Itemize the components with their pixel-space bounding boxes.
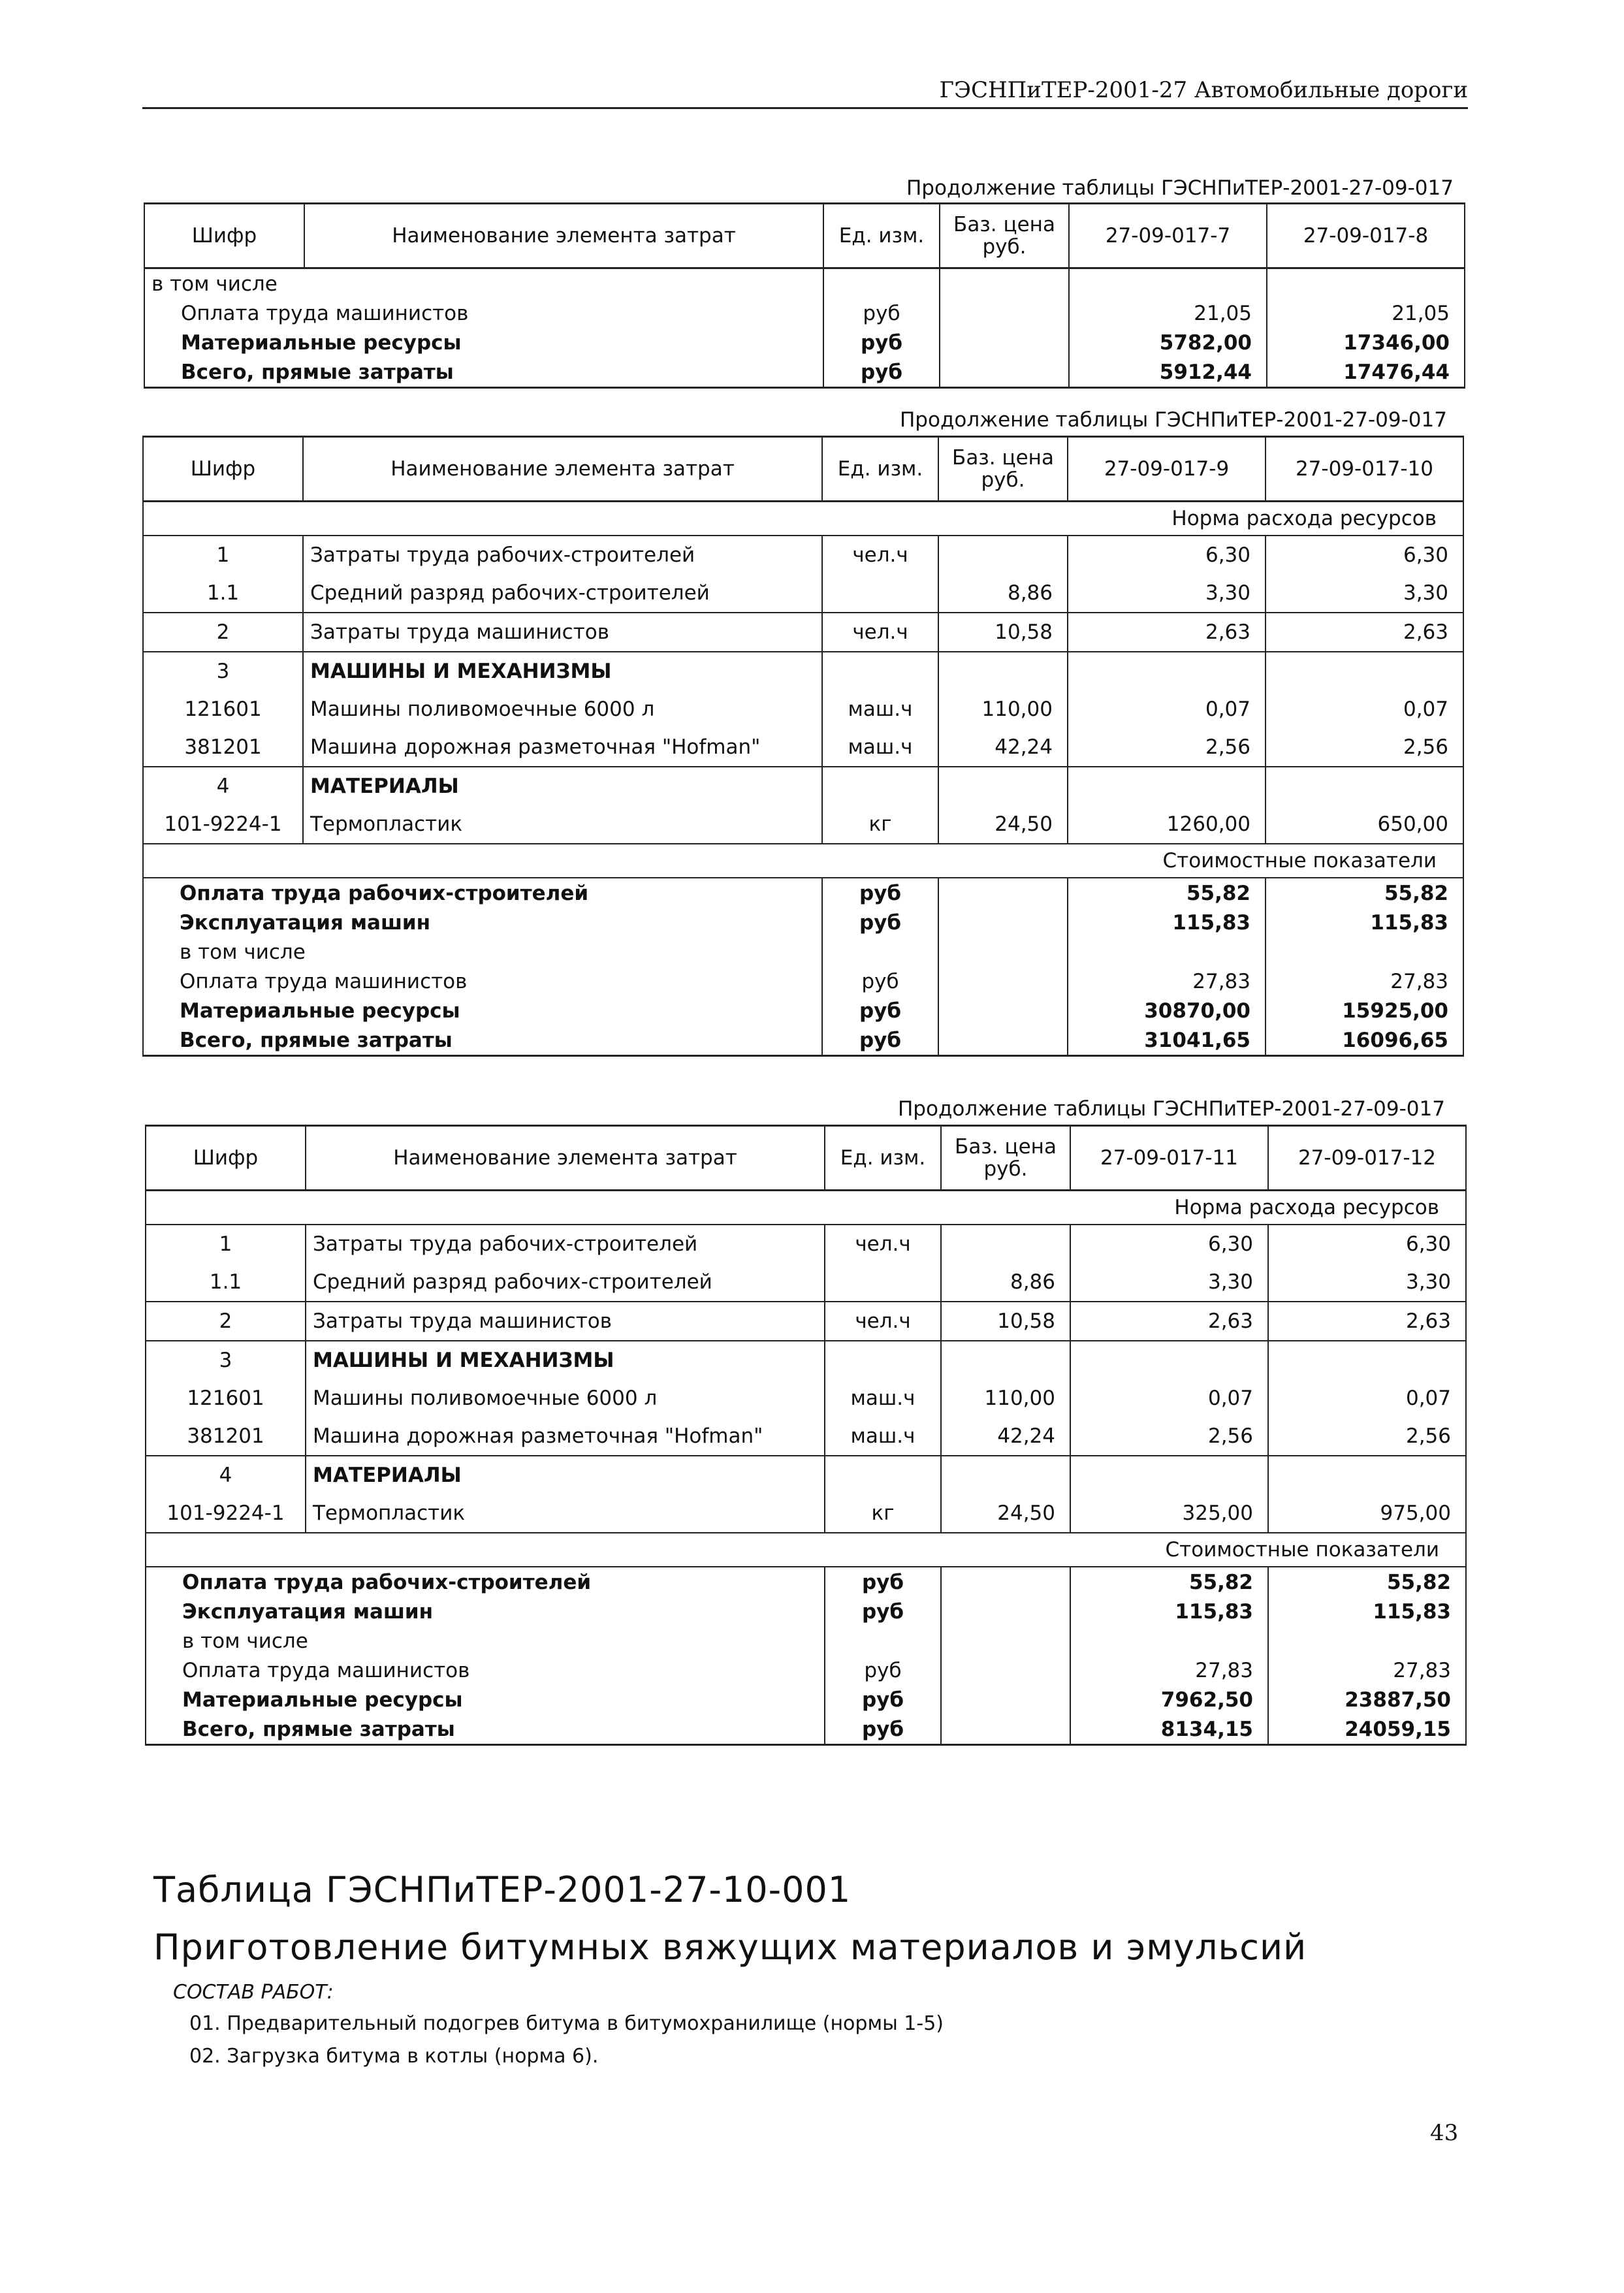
col-code-header: Шифр (143, 437, 303, 502)
cost-price (940, 268, 1069, 299)
row-unit (822, 574, 938, 613)
cost-b: 24059,15 (1268, 1714, 1466, 1745)
table-row (146, 1417, 1466, 1456)
row-code: 4 (143, 767, 303, 805)
row-unit (825, 1456, 941, 1494)
cost-a: 115,83 (1070, 1597, 1268, 1626)
row-b: 2,63 (1268, 1302, 1466, 1341)
row-price: 24,50 (941, 1494, 1070, 1533)
row-price (938, 652, 1068, 690)
table2-caption: Продолжение таблицы ГЭСНПиТЕР-2001-27-09-017 (900, 408, 1447, 432)
col-a-header: 27-09-017-9 (1068, 437, 1266, 502)
row-name: Затраты труда рабочих-строителей (306, 1225, 825, 1263)
table1 (144, 202, 1465, 389)
cost-label: Стоимостные показатели (146, 1533, 1466, 1567)
cost-a: 7962,50 (1070, 1685, 1268, 1714)
cost-a: 5782,00 (1069, 328, 1267, 357)
price-header-line1: Баз. цена (955, 1134, 1057, 1159)
row-price: 8,86 (941, 1263, 1070, 1302)
next-table-title: Таблица ГЭСНПиТЕР-2001-27-10-001 (153, 1869, 852, 1910)
row-a: 2,56 (1068, 728, 1266, 767)
row-unit: чел.ч (822, 536, 938, 574)
cost-a: 8134,15 (1070, 1714, 1268, 1745)
row-a: 0,07 (1068, 690, 1266, 728)
cost-name: Всего, прямые затраты (143, 1025, 822, 1056)
cost-price (938, 937, 1068, 967)
cost-b (1267, 268, 1465, 299)
row-name: МАТЕРИАЛЫ (303, 767, 822, 805)
cost-unit: руб (822, 1025, 938, 1056)
table-row (146, 1494, 1466, 1533)
price-header-line1: Баз. цена (953, 212, 1055, 236)
row-unit: чел.ч (825, 1302, 941, 1341)
cost-unit: руб (823, 357, 940, 388)
row-price (938, 767, 1068, 805)
cost-unit: руб (825, 1714, 941, 1745)
cost-b (1268, 1626, 1466, 1656)
row-unit: маш.ч (825, 1379, 941, 1417)
norm-band (143, 502, 1463, 536)
col-unit-header: Ед. изм. (825, 1126, 941, 1191)
norm-band (146, 1191, 1466, 1225)
table2-header-row (143, 437, 1463, 502)
row-price: 10,58 (938, 613, 1068, 652)
row-a: 2,63 (1070, 1302, 1268, 1341)
row-code: 1 (146, 1225, 306, 1263)
cost-name: в том числе (144, 268, 823, 299)
col-a-header: 27-09-017-11 (1070, 1126, 1268, 1191)
row-unit: маш.ч (822, 728, 938, 767)
row-code: 381201 (146, 1417, 306, 1456)
row-unit: кг (822, 805, 938, 844)
cost-price (941, 1567, 1070, 1597)
table-row (144, 298, 1465, 328)
row-a (1068, 652, 1266, 690)
row-b: 3,30 (1268, 1263, 1466, 1302)
cost-b: 115,83 (1266, 908, 1463, 937)
work-item: 01. Предварительный подогрев битума в битумохранилище (нормы 1-5) (189, 2012, 944, 2035)
table-row (144, 357, 1465, 388)
cost-a: 31041,65 (1068, 1025, 1266, 1056)
cost-b: 115,83 (1268, 1597, 1466, 1626)
row-code: 121601 (146, 1379, 306, 1417)
table-row (146, 1685, 1466, 1714)
cost-price (941, 1597, 1070, 1626)
table1-header-row (144, 204, 1465, 268)
cost-a: 21,05 (1069, 298, 1267, 328)
row-a (1070, 1341, 1268, 1379)
cost-a: 115,83 (1068, 908, 1266, 937)
cost-name: Материальные ресурсы (146, 1685, 825, 1714)
row-code: 2 (143, 613, 303, 652)
table-row (146, 1656, 1466, 1685)
row-name: Машины поливомоечные 6000 л (306, 1379, 825, 1417)
table-row (143, 878, 1463, 908)
cost-b: 21,05 (1267, 298, 1465, 328)
row-price (941, 1225, 1070, 1263)
row-code: 1.1 (146, 1263, 306, 1302)
row-b: 650,00 (1266, 805, 1463, 844)
table-row (146, 1302, 1466, 1341)
row-code: 1.1 (143, 574, 303, 613)
row-b: 0,07 (1268, 1379, 1466, 1417)
cost-price (938, 1025, 1068, 1056)
row-price: 110,00 (938, 690, 1068, 728)
row-a: 0,07 (1070, 1379, 1268, 1417)
cost-name: в том числе (143, 937, 822, 967)
table-row (143, 767, 1463, 805)
cost-a (1070, 1626, 1268, 1656)
row-name: МАШИНЫ И МЕХАНИЗМЫ (306, 1341, 825, 1379)
row-price: 42,24 (938, 728, 1068, 767)
cost-b: 17346,00 (1267, 328, 1465, 357)
cost-unit: руб (825, 1567, 941, 1597)
cost-band (143, 844, 1463, 878)
table-row (146, 1456, 1466, 1494)
cost-band (146, 1533, 1466, 1567)
row-unit: кг (825, 1494, 941, 1533)
row-price (941, 1456, 1070, 1494)
cost-unit (822, 937, 938, 967)
row-b: 2,63 (1266, 613, 1463, 652)
col-name-header: Наименование элемента затрат (306, 1126, 825, 1191)
cost-a: 27,83 (1070, 1656, 1268, 1685)
cost-a: 5912,44 (1069, 357, 1267, 388)
col-unit-header: Ед. изм. (822, 437, 938, 502)
cost-name: Оплата труда машинистов (146, 1656, 825, 1685)
table-row (146, 1341, 1466, 1379)
sostav-label: СОСТАВ РАБОТ: (173, 1981, 334, 2004)
cost-unit: руб (825, 1656, 941, 1685)
price-header-line2: руб. (981, 468, 1025, 492)
cost-b: 27,83 (1268, 1656, 1466, 1685)
cost-b: 16096,65 (1266, 1025, 1463, 1056)
cost-a (1069, 268, 1267, 299)
table3-header-row (146, 1126, 1466, 1191)
row-b: 975,00 (1268, 1494, 1466, 1533)
table-row (144, 268, 1465, 299)
cost-price (940, 298, 1069, 328)
cost-price (941, 1656, 1070, 1685)
row-a: 1260,00 (1068, 805, 1266, 844)
cost-b: 23887,50 (1268, 1685, 1466, 1714)
row-code: 121601 (143, 690, 303, 728)
row-name: Машины поливомоечные 6000 л (303, 690, 822, 728)
row-code: 1 (143, 536, 303, 574)
cost-name: Всего, прямые затраты (146, 1714, 825, 1745)
col-code-header: Шифр (144, 204, 304, 268)
cost-a: 55,82 (1068, 878, 1266, 908)
cost-unit: руб (823, 328, 940, 357)
table-row (146, 1379, 1466, 1417)
work-item: 02. Загрузка битума в котлы (норма 6). (189, 2045, 599, 2068)
table3 (145, 1125, 1467, 1746)
col-b-header: 27-09-017-8 (1267, 204, 1465, 268)
col-price-header (941, 1126, 1070, 1191)
row-code: 381201 (143, 728, 303, 767)
row-a: 325,00 (1070, 1494, 1268, 1533)
norm-label: Норма расхода ресурсов (146, 1191, 1466, 1225)
row-code: 3 (146, 1341, 306, 1379)
table-row (143, 805, 1463, 844)
cost-unit: руб (825, 1685, 941, 1714)
row-name: Термопластик (303, 805, 822, 844)
cost-unit (825, 1626, 941, 1656)
row-price: 110,00 (941, 1379, 1070, 1417)
row-unit (822, 652, 938, 690)
cost-name: Материальные ресурсы (144, 328, 823, 357)
row-b (1266, 767, 1463, 805)
row-b (1268, 1341, 1466, 1379)
row-name: Средний разряд рабочих-строителей (306, 1263, 825, 1302)
row-code: 101-9224-1 (146, 1494, 306, 1533)
cost-label: Стоимостные показатели (143, 844, 1463, 878)
cost-name: Оплата труда рабочих-строителей (146, 1567, 825, 1597)
table-row (143, 908, 1463, 937)
page-header: ГЭСНПиТЕР-2001-27 Автомобильные дороги (142, 77, 1468, 109)
row-price: 24,50 (938, 805, 1068, 844)
cost-b: 17476,44 (1267, 357, 1465, 388)
table-row (143, 937, 1463, 967)
row-b: 6,30 (1268, 1225, 1466, 1263)
row-b: 2,56 (1266, 728, 1463, 767)
next-table-subtitle: Приготовление битумных вяжущих материалов и эмульсий (153, 1927, 1307, 1968)
cost-a: 30870,00 (1068, 996, 1266, 1025)
cost-price (938, 908, 1068, 937)
row-a: 3,30 (1070, 1263, 1268, 1302)
cost-b: 55,82 (1268, 1567, 1466, 1597)
row-code: 3 (143, 652, 303, 690)
cost-unit: руб (823, 298, 940, 328)
row-b: 6,30 (1266, 536, 1463, 574)
cost-price (941, 1626, 1070, 1656)
row-a: 3,30 (1068, 574, 1266, 613)
table-row (146, 1597, 1466, 1626)
row-name: Затраты труда рабочих-строителей (303, 536, 822, 574)
col-b-header: 27-09-017-10 (1266, 437, 1463, 502)
table-row (143, 967, 1463, 996)
col-name-header: Наименование элемента затрат (303, 437, 822, 502)
row-name: Затраты труда машинистов (306, 1302, 825, 1341)
row-code: 2 (146, 1302, 306, 1341)
row-name: Термопластик (306, 1494, 825, 1533)
cost-name: Материальные ресурсы (143, 996, 822, 1025)
row-name: Средний разряд рабочих-строителей (303, 574, 822, 613)
cost-a: 55,82 (1070, 1567, 1268, 1597)
row-a: 6,30 (1068, 536, 1266, 574)
row-a: 2,56 (1070, 1417, 1268, 1456)
table-row (146, 1263, 1466, 1302)
row-b: 0,07 (1266, 690, 1463, 728)
cost-b: 55,82 (1266, 878, 1463, 908)
cost-b (1266, 937, 1463, 967)
row-unit (822, 767, 938, 805)
table-row (144, 328, 1465, 357)
row-price: 42,24 (941, 1417, 1070, 1456)
row-unit: чел.ч (825, 1225, 941, 1263)
cost-name: Эксплуатация машин (143, 908, 822, 937)
cost-price (938, 967, 1068, 996)
cost-unit (823, 268, 940, 299)
table-row (146, 1626, 1466, 1656)
row-name: Затраты труда машинистов (303, 613, 822, 652)
table-row (143, 574, 1463, 613)
cost-name: в том числе (146, 1626, 825, 1656)
table-row (143, 536, 1463, 574)
row-a (1068, 767, 1266, 805)
row-unit (825, 1263, 941, 1302)
cost-name: Всего, прямые затраты (144, 357, 823, 388)
cost-name: Оплата труда машинистов (144, 298, 823, 328)
table-row (143, 728, 1463, 767)
table3-caption: Продолжение таблицы ГЭСНПиТЕР-2001-27-09-017 (898, 1097, 1445, 1121)
table-row (146, 1567, 1466, 1597)
table2 (142, 436, 1464, 1057)
row-name: МАТЕРИАЛЫ (306, 1456, 825, 1494)
cost-price (938, 996, 1068, 1025)
cost-price (938, 878, 1068, 908)
row-name: Машина дорожная разметочная "Hofman" (306, 1417, 825, 1456)
row-code: 101-9224-1 (143, 805, 303, 844)
row-a: 6,30 (1070, 1225, 1268, 1263)
price-header-line1: Баз. цена (952, 445, 1054, 470)
cost-name: Оплата труда машинистов (143, 967, 822, 996)
table-row (143, 1025, 1463, 1056)
cost-b: 27,83 (1266, 967, 1463, 996)
price-header-line2: руб. (982, 235, 1027, 259)
table1-caption: Продолжение таблицы ГЭСНПиТЕР-2001-27-09-017 (906, 176, 1454, 200)
page-number: 43 (1430, 2120, 1459, 2146)
cost-name: Оплата труда рабочих-строителей (143, 878, 822, 908)
row-code: 4 (146, 1456, 306, 1494)
cost-price (941, 1714, 1070, 1745)
cost-unit: руб (822, 967, 938, 996)
cost-price (940, 328, 1069, 357)
table-row (143, 652, 1463, 690)
col-unit-header: Ед. изм. (823, 204, 940, 268)
cost-b: 15925,00 (1266, 996, 1463, 1025)
cost-price (941, 1685, 1070, 1714)
cost-price (940, 357, 1069, 388)
row-b (1268, 1456, 1466, 1494)
cost-unit: руб (822, 908, 938, 937)
col-price-header (938, 437, 1068, 502)
cost-unit: руб (822, 996, 938, 1025)
row-a (1070, 1456, 1268, 1494)
col-b-header: 27-09-017-12 (1268, 1126, 1466, 1191)
row-price: 10,58 (941, 1302, 1070, 1341)
cost-a (1068, 937, 1266, 967)
table-row (143, 996, 1463, 1025)
cost-unit: руб (822, 878, 938, 908)
row-b (1266, 652, 1463, 690)
row-unit: маш.ч (825, 1417, 941, 1456)
row-unit: маш.ч (822, 690, 938, 728)
cost-a: 27,83 (1068, 967, 1266, 996)
col-name-header: Наименование элемента затрат (304, 204, 823, 268)
row-name: МАШИНЫ И МЕХАНИЗМЫ (303, 652, 822, 690)
col-price-header (940, 204, 1069, 268)
table-row (146, 1714, 1466, 1745)
row-price: 8,86 (938, 574, 1068, 613)
row-a: 2,63 (1068, 613, 1266, 652)
cost-name: Эксплуатация машин (146, 1597, 825, 1626)
cost-unit: руб (825, 1597, 941, 1626)
row-unit: чел.ч (822, 613, 938, 652)
row-name: Машина дорожная разметочная "Hofman" (303, 728, 822, 767)
table-row (146, 1225, 1466, 1263)
norm-label: Норма расхода ресурсов (143, 502, 1463, 536)
table-row (143, 613, 1463, 652)
col-a-header: 27-09-017-7 (1069, 204, 1267, 268)
row-unit (825, 1341, 941, 1379)
row-b: 2,56 (1268, 1417, 1466, 1456)
row-price (938, 536, 1068, 574)
table-row (143, 690, 1463, 728)
price-header-line2: руб. (983, 1157, 1028, 1181)
row-b: 3,30 (1266, 574, 1463, 613)
row-price (941, 1341, 1070, 1379)
col-code-header: Шифр (146, 1126, 306, 1191)
